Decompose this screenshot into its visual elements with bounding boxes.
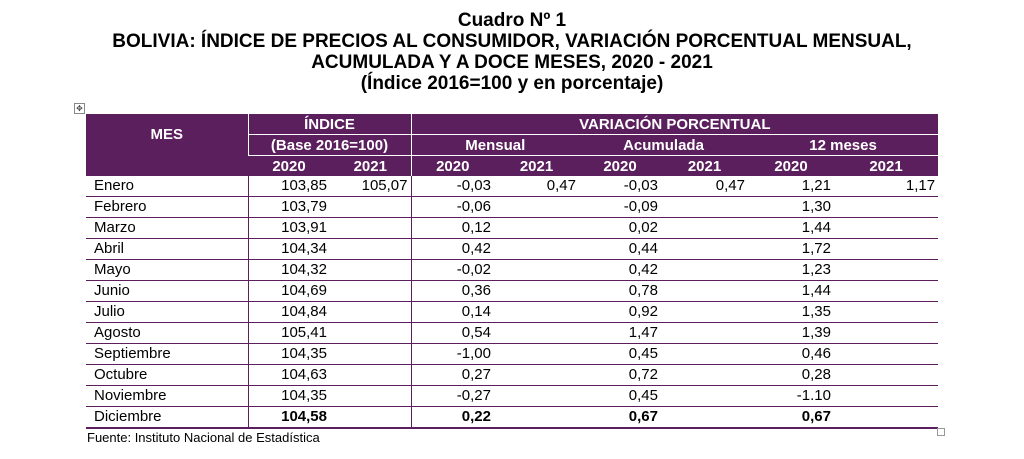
cell-value [834, 365, 938, 386]
cell-value: 103,91 [248, 218, 330, 239]
table-title-block [0, 10, 1024, 94]
cell-value: 1,47 [579, 323, 661, 344]
cell-value [330, 344, 411, 365]
table-body [86, 176, 938, 428]
cell-value: 0,42 [579, 260, 661, 281]
cell-value [661, 218, 748, 239]
cell-value [834, 344, 938, 365]
cell-value: 0,67 [748, 407, 834, 429]
cell-value [330, 281, 411, 302]
cell-value [330, 260, 411, 281]
table-row [86, 239, 938, 260]
header-doce-meses: 12 meses [748, 135, 938, 156]
table-row [86, 260, 938, 281]
cell-mes: Octubre [86, 365, 248, 386]
cell-value [834, 323, 938, 344]
header-indice: ÍNDICE [248, 114, 411, 135]
cell-value: 103,79 [248, 197, 330, 218]
header-year: 2020 [411, 156, 494, 177]
header-year: 2020 [579, 156, 661, 177]
cell-value [834, 386, 938, 407]
cell-mes: Abril [86, 239, 248, 260]
table-row [86, 323, 938, 344]
cell-value: 0,46 [748, 344, 834, 365]
cell-value [494, 302, 579, 323]
cell-value: 0,14 [411, 302, 494, 323]
cell-value [330, 323, 411, 344]
source-note: Fuente: Instituto Nacional de Estadística [87, 430, 320, 445]
header-mensual: Mensual [411, 135, 579, 156]
cell-value: 0,47 [494, 176, 579, 197]
cell-value: 104,58 [248, 407, 330, 429]
table-row [86, 281, 938, 302]
cell-value: 0,28 [748, 365, 834, 386]
cell-value [494, 260, 579, 281]
cell-value [494, 407, 579, 429]
cell-value: 105,07 [330, 176, 411, 197]
cell-value: 104,84 [248, 302, 330, 323]
cell-value [834, 302, 938, 323]
header-base: (Base 2016=100) [248, 135, 411, 156]
table-move-handle-icon[interactable]: ✥ [74, 103, 85, 114]
cell-value: -1.10 [748, 386, 834, 407]
cell-value [661, 281, 748, 302]
cell-value: 0,44 [579, 239, 661, 260]
cell-value [661, 365, 748, 386]
cell-value: 104,32 [248, 260, 330, 281]
header-blank [86, 156, 248, 177]
cell-value: 104,34 [248, 239, 330, 260]
cell-value: -1,00 [411, 344, 494, 365]
cell-value: -0,27 [411, 386, 494, 407]
header-acumulada: Acumulada [579, 135, 748, 156]
table-row [86, 197, 938, 218]
cell-value [494, 386, 579, 407]
cell-value [330, 302, 411, 323]
header-year: 2021 [834, 156, 938, 177]
cell-value [834, 260, 938, 281]
cell-value: 1,23 [748, 260, 834, 281]
cell-value: 1,35 [748, 302, 834, 323]
cell-value: 1,21 [748, 176, 834, 197]
cell-mes: Mayo [86, 260, 248, 281]
cell-mes: Marzo [86, 218, 248, 239]
table-resize-handle[interactable] [937, 428, 945, 436]
table-row [86, 386, 938, 407]
cell-value: -0,03 [411, 176, 494, 197]
cell-value: 0,02 [579, 218, 661, 239]
cell-mes: Enero [86, 176, 248, 197]
cell-value: 1,44 [748, 281, 834, 302]
cell-value: 0,67 [579, 407, 661, 429]
cell-value [330, 386, 411, 407]
cell-value: 0,22 [411, 407, 494, 429]
cell-value [494, 218, 579, 239]
table-row [86, 218, 938, 239]
cell-value: 105,41 [248, 323, 330, 344]
cell-value: 1,39 [748, 323, 834, 344]
cell-value [330, 197, 411, 218]
cell-value: 0,36 [411, 281, 494, 302]
header-year: 2021 [661, 156, 748, 177]
cell-value: 104,69 [248, 281, 330, 302]
cell-value [661, 344, 748, 365]
cell-value: -0,03 [579, 176, 661, 197]
table-row [86, 176, 938, 197]
cell-mes: Junio [86, 281, 248, 302]
cell-value [834, 239, 938, 260]
cell-value [661, 407, 748, 429]
cell-value: 0,12 [411, 218, 494, 239]
cell-value [834, 218, 938, 239]
cell-value: 0,27 [411, 365, 494, 386]
cpi-table [86, 114, 938, 429]
cell-value: 104,35 [248, 386, 330, 407]
cell-value [834, 197, 938, 218]
header-year: 2020 [248, 156, 330, 177]
cell-value [494, 281, 579, 302]
cell-value [494, 344, 579, 365]
cell-value [834, 407, 938, 429]
cell-value [330, 218, 411, 239]
cell-value [661, 302, 748, 323]
cell-value: 104,35 [248, 344, 330, 365]
cell-value: 1,17 [834, 176, 938, 197]
cell-value: 103,85 [248, 176, 330, 197]
title-line-4: (Índice 2016=100 y en porcentaje) [360, 73, 664, 94]
header-year: 2020 [748, 156, 834, 177]
cell-value: -0,02 [411, 260, 494, 281]
header-year: 2021 [330, 156, 411, 177]
cell-value: 0,47 [661, 176, 748, 197]
cell-value: 0,45 [579, 344, 661, 365]
cell-value [661, 386, 748, 407]
cell-mes: Febrero [86, 197, 248, 218]
cell-value: -0,06 [411, 197, 494, 218]
table-row [86, 302, 938, 323]
cell-value: 1,30 [748, 197, 834, 218]
cell-value [494, 197, 579, 218]
cell-value: 0,78 [579, 281, 661, 302]
cell-value [330, 407, 411, 429]
title-line-2: BOLIVIA: ÍNDICE DE PRECIOS AL CONSUMIDOR, VARIACIÓN PORCENTUAL MENSUAL, [112, 31, 912, 52]
cell-value [661, 239, 748, 260]
cell-value [834, 281, 938, 302]
cell-value: -0,09 [579, 197, 661, 218]
cell-value: 0,72 [579, 365, 661, 386]
title-line-3: ACUMULADA Y A DOCE MESES, 2020 - 2021 [311, 52, 713, 73]
table-row [86, 365, 938, 386]
cell-value: 0,45 [579, 386, 661, 407]
cell-value: 1,44 [748, 218, 834, 239]
cell-value [330, 239, 411, 260]
cell-value: 0,42 [411, 239, 494, 260]
cell-mes: Julio [86, 302, 248, 323]
header-mes: MES [86, 114, 248, 156]
cell-value [661, 323, 748, 344]
cell-mes: Noviembre [86, 386, 248, 407]
cell-value [661, 260, 748, 281]
cell-value: 1,72 [748, 239, 834, 260]
cell-value [494, 365, 579, 386]
cell-value [494, 323, 579, 344]
cell-mes: Septiembre [86, 344, 248, 365]
table-row [86, 407, 938, 429]
cell-value: 0,92 [579, 302, 661, 323]
title-line-1: Cuadro Nº 1 [457, 10, 567, 31]
cell-value [494, 239, 579, 260]
cell-value: 0,54 [411, 323, 494, 344]
cell-value [330, 365, 411, 386]
cell-value: 104,63 [248, 365, 330, 386]
cell-value [661, 197, 748, 218]
header-variacion: VARIACIÓN PORCENTUAL [411, 114, 938, 135]
header-year: 2021 [494, 156, 579, 177]
cell-mes: Diciembre [86, 407, 248, 429]
cell-mes: Agosto [86, 323, 248, 344]
table-row [86, 344, 938, 365]
